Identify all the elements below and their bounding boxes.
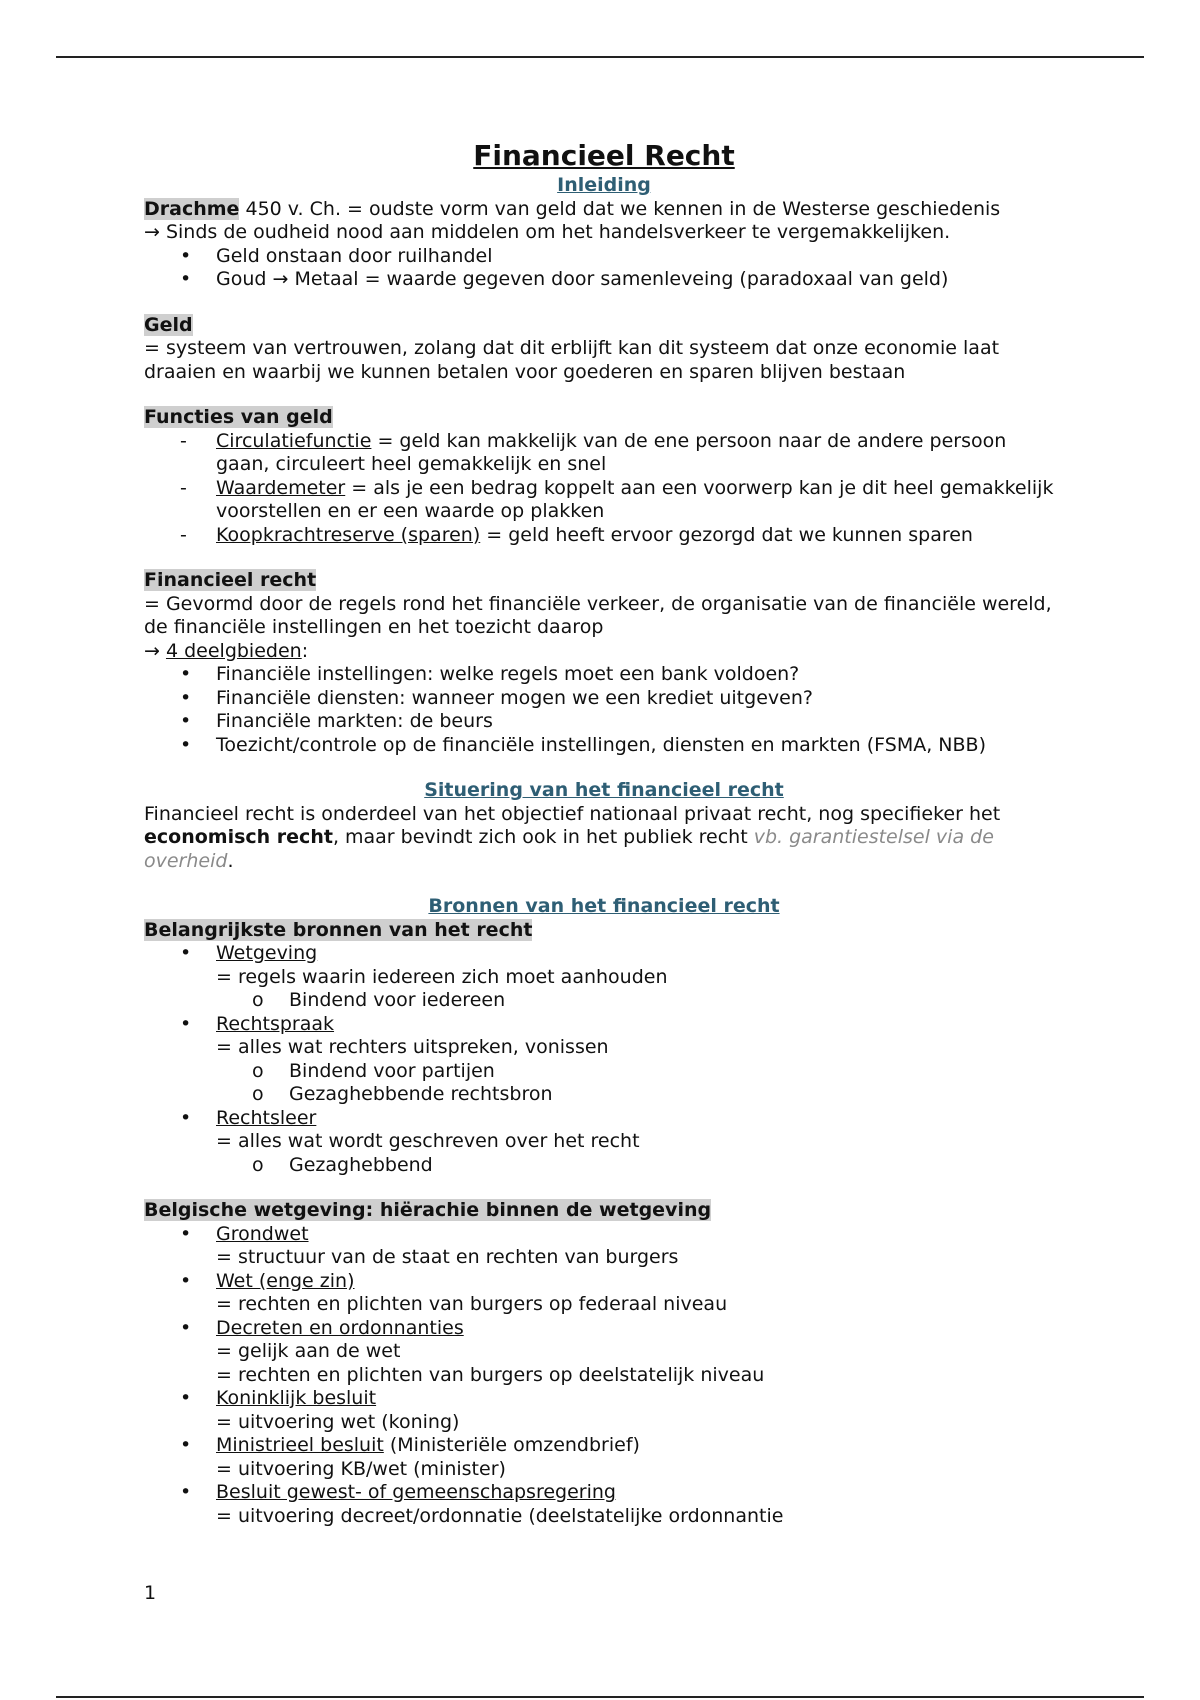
- list-item-desc: = structuur van de staat en rechten van burgers: [216, 1246, 679, 1268]
- list-item: • Financiële instellingen: welke regels moet een bank voldoen?: [180, 663, 800, 685]
- header-rule: [56, 56, 1144, 58]
- list-item: • Besluit gewest- of gemeenschapsregering: [180, 1481, 616, 1503]
- list-item-desc: = alles wat rechters uitspreken, vonissen: [216, 1036, 609, 1058]
- list-item: • Wetgeving: [180, 942, 318, 964]
- intro-bullet-list: [144, 245, 1064, 292]
- financieel-recht-heading: Financieel recht: [144, 569, 317, 591]
- sub-list-item: o Gezaghebbende rechtsbron: [252, 1083, 553, 1105]
- sub-list-item: o Bindend voor iedereen: [252, 989, 506, 1011]
- functies-heading: Functies van geld: [144, 406, 333, 428]
- list-item-desc: = uitvoering KB/wet (minister): [216, 1457, 506, 1480]
- hierarchie-heading: Belgische wetgeving: hiërachie binnen de wetgeving: [144, 1199, 712, 1221]
- list-item: - Circulatiefunctie = geld kan makkelijk van de ene persoon naar de andere persoon gaan, circuleert heel gemakkelijk en snel: [180, 429, 1007, 475]
- bronnen-list: [144, 942, 1064, 1177]
- list-item: • Geld onstaan door ruilhandel: [180, 244, 493, 267]
- section-heading-inleiding: Inleiding: [557, 174, 651, 196]
- page-number: 1: [144, 1582, 157, 1604]
- deelgebieden-line: → 4 deelgbieden:: [144, 639, 309, 662]
- geld-heading: Geld: [144, 313, 193, 336]
- sub-list-item: o Bindend voor partijen: [252, 1059, 495, 1082]
- list-item: • Grondwet: [180, 1222, 309, 1245]
- financieel-recht-text: = Gevormd door de regels rond het financiële verkeer, de organisatie van de financiële wereld, de financiële instellingen en het toezicht daarop: [144, 592, 1052, 638]
- section-heading-situering: Situering van het financieel recht: [424, 779, 784, 801]
- footer-rule: [56, 1696, 1144, 1698]
- list-item: • Rechtspraak: [180, 1012, 335, 1035]
- document-page: [144, 138, 1064, 1528]
- list-item: • Goud → Metaal = waarde gegeven door samenleveing (paradoxaal van geld): [180, 268, 949, 290]
- functies-list: [144, 430, 1064, 548]
- list-item: - Waardemeter = als je een bedrag koppelt aan een voorwerp kan je dit heel gemakkelijk voorstellen en er een waarde op plakken: [180, 476, 1054, 522]
- list-item-desc: = uitvoering wet (koning): [216, 1410, 460, 1433]
- list-item: • Wet (enge zin): [180, 1269, 355, 1292]
- list-item: • Financiële diensten: wanneer mogen we een krediet uitgeven?: [180, 686, 813, 709]
- list-item: • Rechtsleer: [180, 1106, 317, 1129]
- list-item: • Financiële markten: de beurs: [180, 710, 493, 732]
- list-item-desc: = rechten en plichten van burgers op deelstatelijk niveau: [216, 1363, 765, 1386]
- section-heading-bronnen: Bronnen van het financieel recht: [428, 895, 780, 917]
- document-title: Financieel Recht: [473, 139, 735, 172]
- deelgebieden-list: [144, 663, 1064, 757]
- geld-text: = systeem van vertrouwen, zolang dat dit erblijft kan dit systeem dat onze economie laat draaien en waarbij we kunnen betalen voor goederen en sparen blijven bestaan: [144, 337, 1000, 383]
- list-item: • Ministrieel besluit (Ministeriële omzendbrief): [180, 1434, 640, 1456]
- drachme-term: Drachme: [144, 197, 240, 220]
- list-item: • Koninklijk besluit: [180, 1387, 377, 1409]
- situering-text: Financieel recht is onderdeel van het objectief nationaal privaat recht, nog specifieker het economisch recht, maar bevindt zich ook in het publiek recht vb. garantiestelsel via de overheid.: [144, 802, 1001, 872]
- list-item-desc: = regels waarin iedereen zich moet aanhouden: [216, 965, 668, 988]
- list-item: - Koopkrachtreserve (sparen) = geld heeft ervoor gezorgd dat we kunnen sparen: [180, 523, 973, 546]
- list-item-desc: = gelijk aan de wet: [216, 1340, 401, 1362]
- list-item: • Toezicht/controle op de financiële instellingen, diensten en markten (FSMA, NBB): [180, 733, 986, 756]
- arrow-line: → Sinds de oudheid nood aan middelen om het handelsverkeer te vergemakkelijken.: [144, 221, 951, 243]
- list-item: • Decreten en ordonnanties: [180, 1316, 464, 1339]
- sub-list-item: o Gezaghebbend: [252, 1153, 433, 1176]
- list-item-desc: = uitvoering decreet/ordonnatie (deelstatelijke ordonnantie: [216, 1504, 784, 1527]
- hierarchie-list: [144, 1223, 1064, 1529]
- drachme-paragraph: Drachme 450 v. Ch. = oudste vorm van geld dat we kennen in de Westerse geschiedenis: [144, 197, 1001, 220]
- list-item-desc: = rechten en plichten van burgers op federaal niveau: [216, 1293, 728, 1315]
- bronnen-subheading: Belangrijkste bronnen van het recht: [144, 918, 533, 941]
- list-item-desc: = alles wat wordt geschreven over het recht: [216, 1130, 640, 1152]
